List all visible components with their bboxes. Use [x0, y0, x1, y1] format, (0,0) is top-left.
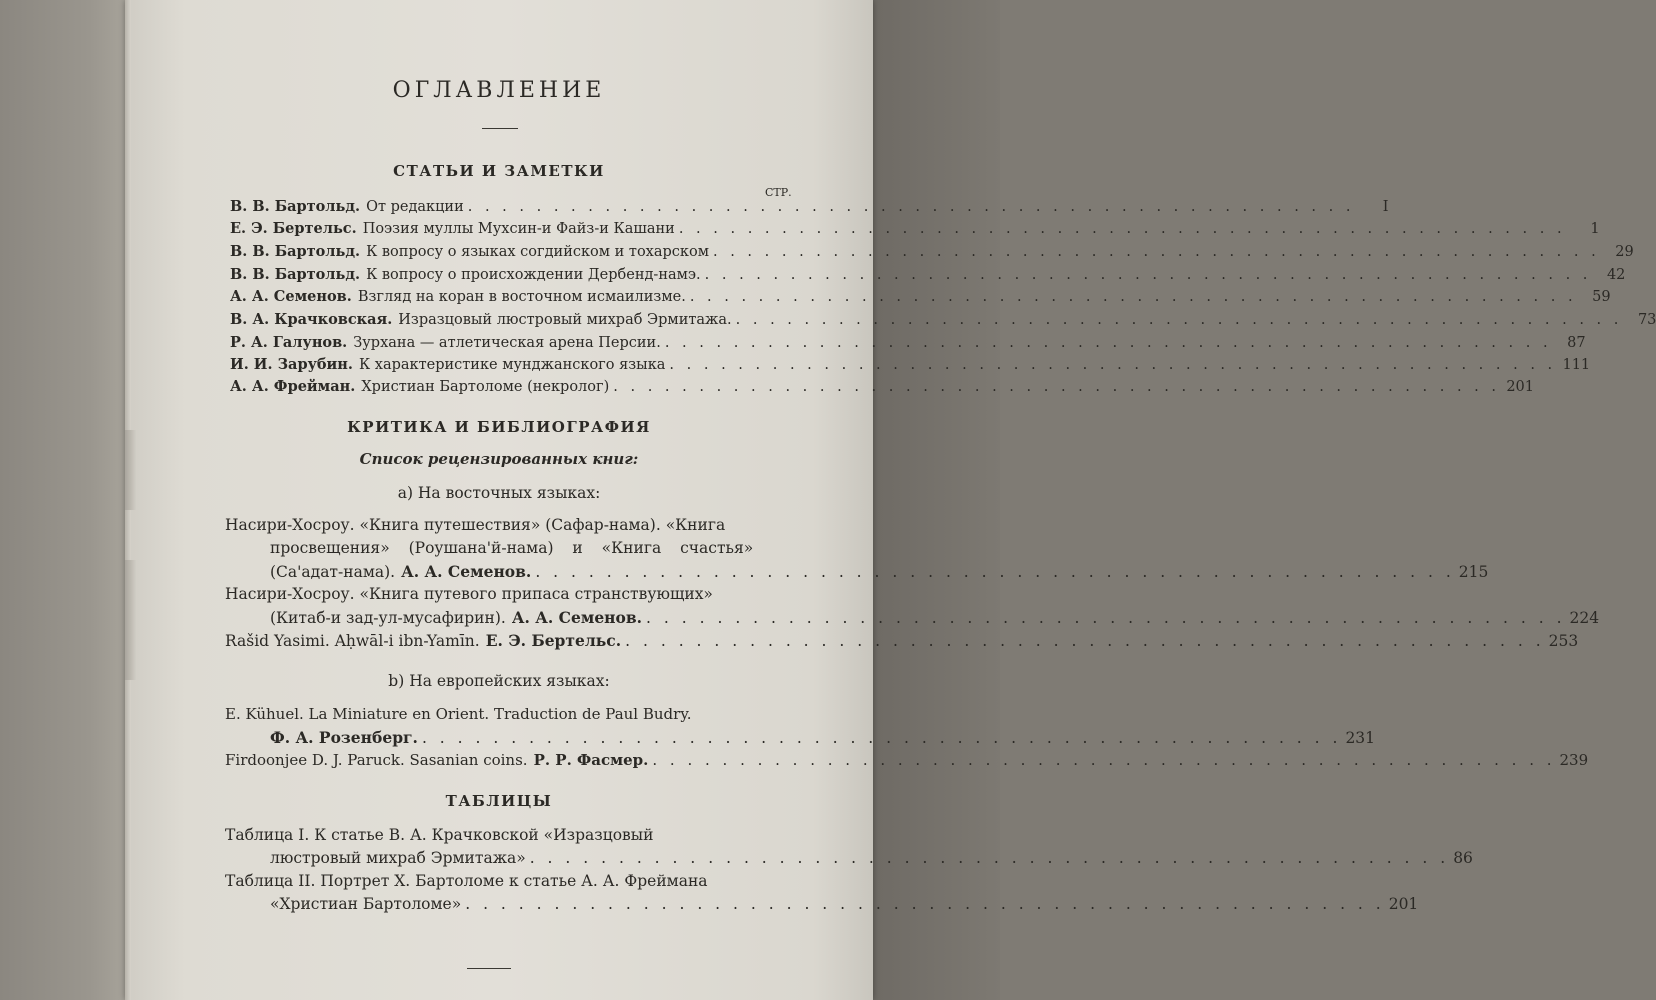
leader-dots: . . . . . . . . . . . . . . . . . . . . . . . . . . . . . . . . . . . . . . . . . . . . . . . . . . . .: [669, 357, 1557, 373]
page-crease: [125, 560, 137, 680]
entry-page: 86: [1453, 849, 1473, 867]
review-entry-line: Насири-Хосроу. «Книга путешествия» (Сафар-нама). «Книга: [225, 516, 726, 534]
entry-page: 42: [1606, 267, 1626, 283]
entry-title: Поэзия муллы Мухсин-и Файз-и Кашани: [362, 221, 675, 237]
review-entry-line: просвещения» (Роушана'й-нама) и «Книга счастья»: [270, 539, 754, 557]
review-entry-line: [270, 728, 1376, 747]
leader-dots: . . . . . . . . . . . . . . . . . . . . . . . . . . . . . . . . . . . . . . . . . . . . . . . . . . . .: [535, 563, 1455, 581]
table-entry-text: «Христиан Бартоломе»: [270, 895, 462, 913]
entry-author: Е. Э. Бертельс.: [230, 220, 357, 237]
review-entry-line: E. Kühuel. La Miniature en Orient. Traduction de Paul Budry.: [225, 705, 692, 723]
entry-author: А. А. Фрейман.: [230, 378, 356, 395]
entry-title: Изразцовый люстровый михраб Эрмитажа.: [398, 312, 732, 328]
entry-title: От редакции: [366, 199, 464, 215]
entry-author: Р. А. Галунов.: [230, 334, 348, 351]
entry-page: 239: [1559, 751, 1589, 769]
entry-author: В. В. Бартольд.: [230, 198, 361, 215]
entry-author: В. В. Бартольд.: [230, 266, 361, 283]
entry-author: В. В. Бартольд.: [230, 243, 361, 260]
leader-dots: . . . . . . . . . . . . . . . . . . . . . . . . . . . . . . . . . . . . . . . . . . . . . . . . . . . .: [652, 751, 1556, 769]
leader-dots: . . . . . . . . . . . . . . . . . . . . . . . . . . . . . . . . . . . . . . . . . . . . . . . . . . . .: [529, 849, 1450, 867]
table-entry-line: [270, 895, 1419, 913]
entry-page: 201: [1388, 895, 1419, 913]
european-languages-heading: b) На европейских языках:: [388, 672, 610, 690]
reviewer-name: Ф. А. Розенберг.: [270, 728, 418, 747]
table-entry-text: люстровый михраб Эрмитажа»: [270, 849, 526, 867]
review-entry-text: (Са'адат-нама).: [270, 563, 396, 581]
reviewer-name: А. А. Семенов.: [511, 608, 643, 627]
entry-page: 29: [1615, 244, 1634, 260]
toc-entry: [230, 198, 1389, 220]
toc-entry: [230, 334, 1586, 356]
leader-dots: . . . . . . . . . . . . . . . . . . . . . . . . . . . . . . . . . . . . . . . . . . . . . . . . . . . .: [664, 335, 1552, 351]
entry-page: 253: [1548, 632, 1579, 650]
entry-page: 215: [1458, 563, 1489, 581]
entry-title: Зурхана — атлетическая арена Персии.: [353, 335, 661, 351]
entry-title: Взгляд на коран в восточном исмаилизме.: [357, 289, 686, 305]
entry-title: К вопросу о языках согдийском и тохарском: [366, 244, 709, 260]
entry-title: К характеристике мунджанского языка: [358, 357, 666, 373]
bottom-rule: [467, 968, 511, 969]
leader-dots: . . . . . . . . . . . . . . . . . . . . . . . . . . . . . . . . . . . . . . . . . . . . . . . . . . . .: [704, 267, 1592, 283]
leader-dots: . . . . . . . . . . . . . . . . . . . . . . . . . . . . . . . . . . . . . . . . . . . . . . . . . . . .: [646, 609, 1566, 627]
leader-dots: . . . . . . . . . . . . . . . . . . . . . . . . . . . . . . . . . . . . . . . . . . . . . . . . . . . .: [625, 632, 1545, 650]
leader-dots: . . . . . . . . . . . . . . . . . . . . . . . . . . . . . . . . . . . . . . . . . . . . . . . . . . . .: [613, 379, 1501, 395]
toc-entry: [230, 378, 1535, 400]
reviewed-books-subheading: Список рецензированных книг:: [359, 450, 639, 468]
title-rule: [482, 128, 518, 129]
toc-entry: [230, 356, 1591, 378]
leader-dots: . . . . . . . . . . . . . . . . . . . . . . . . . . . . . . . . . . . . . . . . . . . . . . . . . . . .: [689, 289, 1577, 305]
page-title: ОГЛАВЛЕНИЕ: [392, 78, 606, 103]
review-entry-text: Rašid Yasimi. Aḥwāl-i ibn-Yamīn.: [225, 632, 480, 650]
entry-title: К вопросу о происхождении Дербенд-намэ.: [366, 267, 701, 283]
section-tables-heading: ТАБЛИЦЫ: [445, 792, 553, 810]
section-criticism-heading: КРИТИКА И БИБЛИОГРАФИЯ: [347, 418, 651, 436]
entry-page: 87: [1567, 335, 1586, 351]
review-entry-text: Firdoonjee D. J. Paruck. Sasanian coins.: [225, 751, 528, 769]
reviewer-name: А. А. Семенов.: [401, 562, 532, 581]
entry-page: 1: [1590, 221, 1600, 237]
oriental-languages-heading: а) На восточных языках:: [397, 484, 601, 502]
review-entry-line: [270, 608, 1600, 627]
leader-dots: . . . . . . . . . . . . . . . . . . . . . . . . . . . . . . . . . . . . . . . . . . . . . . . . . . . .: [465, 895, 1385, 913]
table-entry-line: Таблица II. Портрет Х. Бартоломе к статье А. А. Фреймана: [225, 872, 708, 890]
entry-page: I: [1382, 199, 1389, 215]
leader-dots: . . . . . . . . . . . . . . . . . . . . . . . . . . . . . . . . . . . . . . . . . . . . . . . . . . . .: [735, 312, 1623, 328]
toc-entry: [230, 220, 1600, 242]
section-articles-heading: СТАТЬИ И ЗАМЕТКИ: [393, 162, 605, 180]
entry-page: 201: [1506, 379, 1535, 395]
toc-entry: [230, 288, 1611, 310]
page-column-header: СТР.: [765, 186, 792, 199]
leader-dots: . . . . . . . . . . . . . . . . . . . . . . . . . . . . . . . . . . . . . . . . . . . . . . . . . . . .: [421, 729, 1342, 747]
reviewer-name: Р. Р. Фасмер.: [533, 751, 649, 769]
review-entry-line: Насири-Хосроу. «Книга путевого припаса странствующих»: [225, 585, 713, 603]
entry-page: 111: [1562, 357, 1591, 373]
entry-title: Христиан Бартоломе (некролог): [361, 379, 610, 395]
leader-dots: . . . . . . . . . . . . . . . . . . . . . . . . . . . . . . . . . . . . . . . . . . . . . . . . . . . .: [467, 199, 1355, 215]
entry-page: 224: [1569, 609, 1600, 627]
toc-entry: [230, 243, 1634, 265]
table-entry-line: [270, 849, 1473, 867]
book-page: [125, 0, 1656, 1000]
entry-author: И. И. Зарубин.: [230, 356, 353, 373]
entry-page: 59: [1592, 289, 1611, 305]
entry-author: В. А. Крачковская.: [230, 311, 393, 328]
reviewer-name: Е. Э. Бертельс.: [485, 631, 622, 650]
toc-entry: [230, 266, 1626, 288]
review-entry-line: [225, 631, 1579, 650]
entry-page: 73: [1637, 312, 1656, 328]
background-left: [0, 0, 128, 1000]
review-entry-line: [225, 751, 1589, 769]
leader-dots: . . . . . . . . . . . . . . . . . . . . . . . . . . . . . . . . . . . . . . . . . . . . . . . . . . . .: [712, 244, 1600, 260]
toc-entry: [230, 311, 1656, 333]
review-entry-text: (Китаб-и зад-ул-мусафирин).: [270, 609, 506, 627]
leader-dots: . . . . . . . . . . . . . . . . . . . . . . . . . . . . . . . . . . . . . . . . . . . . . . . . . . . .: [678, 221, 1566, 237]
table-entry-line: Таблица I. К статье В. А. Крачковской «Изразцовый: [225, 826, 654, 844]
review-entry-line: [270, 562, 1489, 581]
entry-page: 231: [1345, 729, 1376, 747]
entry-author: А. А. Семенов.: [230, 288, 352, 305]
